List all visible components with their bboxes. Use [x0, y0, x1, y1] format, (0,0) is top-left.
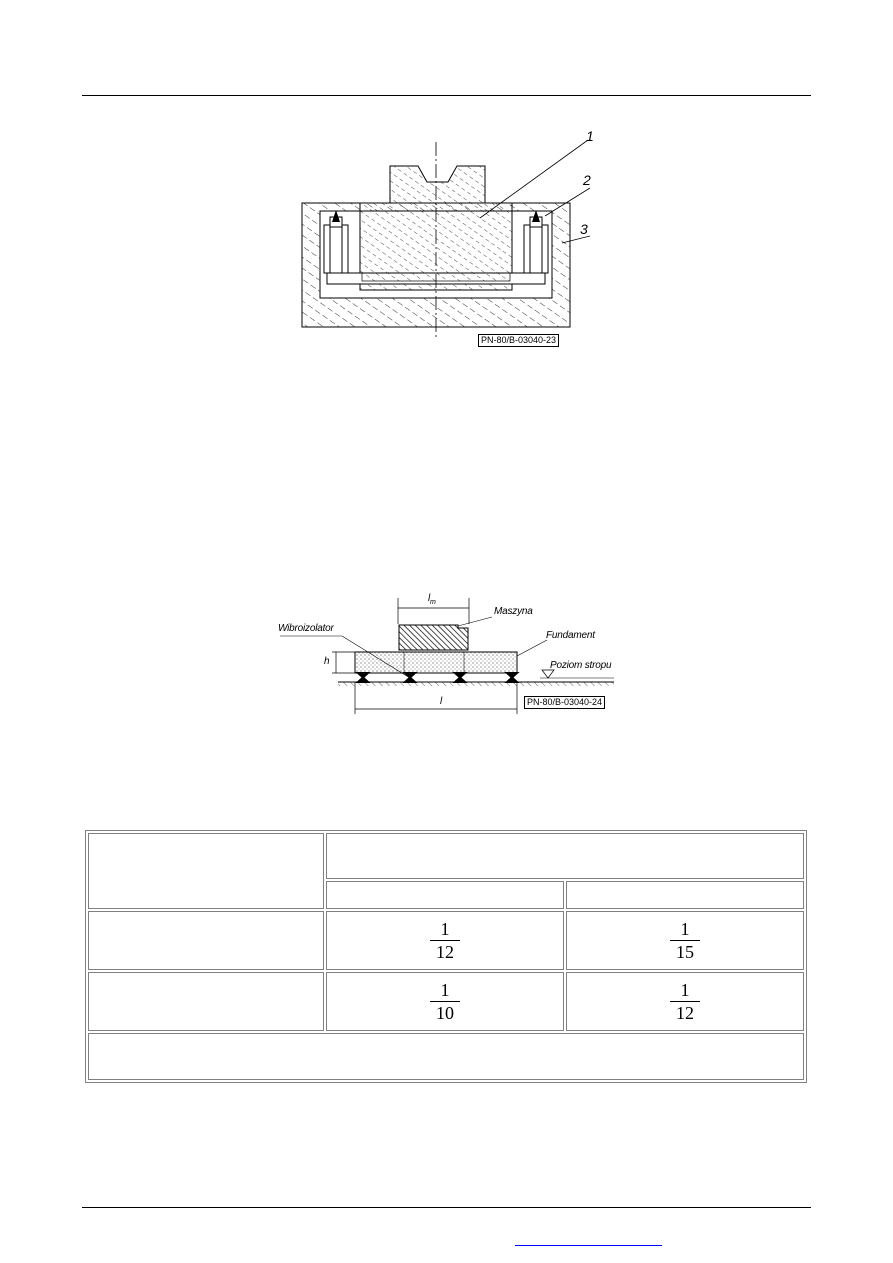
- table-cell: [566, 972, 804, 1031]
- row-label-cell: [88, 911, 324, 970]
- footer-link[interactable]: [515, 1245, 662, 1246]
- table-footer-row: [88, 1033, 804, 1080]
- header-cell-group: [326, 833, 804, 879]
- figure-isolated-foundation: [272, 590, 632, 718]
- right-spring-support: [524, 210, 548, 273]
- figure-2-caption: PN-80/B-03040-24: [524, 696, 605, 709]
- fraction: $\frac{1}{12}$: [430, 919, 460, 962]
- label-lm: $l_m$: [428, 593, 436, 606]
- label-foundation: Fundament: [546, 630, 595, 641]
- header-rule: [82, 95, 811, 96]
- subheader-cell-b: [566, 881, 804, 909]
- header-cell-empty: [88, 833, 324, 909]
- label-h: h: [324, 656, 330, 667]
- fraction: $\frac{1}{15}$: [670, 919, 700, 962]
- row-label-cell: [88, 972, 324, 1031]
- table-row: [88, 972, 804, 1031]
- table-cell: [326, 911, 564, 970]
- ratio-table: [85, 830, 807, 1083]
- label-floor-level: Poziom stropu: [550, 660, 612, 671]
- foundation-section-drawing: [290, 128, 590, 350]
- figure-foundation-cross-section: [290, 128, 594, 350]
- subheader-cell-a: [326, 881, 564, 909]
- callout-2: 2: [583, 172, 591, 188]
- label-isolator: Wibroizolator: [278, 623, 334, 634]
- fraction: $\frac{1}{12}$: [670, 980, 700, 1023]
- fraction: $\frac{1}{10}$: [430, 980, 460, 1023]
- callout-1: 1: [586, 128, 594, 144]
- table-cell: [326, 972, 564, 1031]
- footer-cell: [88, 1033, 804, 1080]
- label-l: l: [440, 696, 443, 707]
- callout-3: 3: [580, 221, 588, 237]
- footer-rule: [82, 1207, 811, 1208]
- table-header-row: [88, 833, 804, 879]
- table-row: [88, 911, 804, 970]
- table-cell: [566, 911, 804, 970]
- figure-1-caption: PN-80/B-03040-23: [478, 334, 559, 347]
- label-machine: Maszyna: [494, 606, 533, 617]
- left-spring-support: [324, 210, 348, 273]
